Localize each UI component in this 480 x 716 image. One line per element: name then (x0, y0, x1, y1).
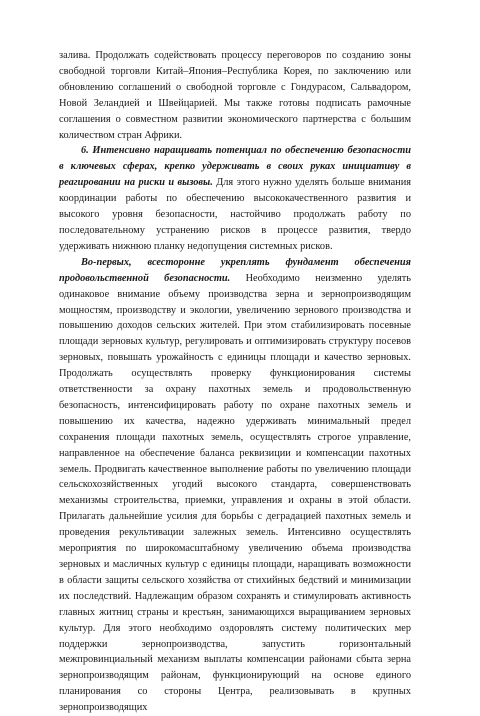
paragraph-heading: Во-первых, всесторонне укреплять фундамент обеспечения продовольственной безопасности. (59, 256, 411, 284)
paragraph-text: залива. Продолжать содействовать процессу переговоров по созданию зоны свободной торговли Китай–Япония–Республика Корея, по заключению или обновлению соглашений о свободной торговле с Гондурасом, Сальвадором, Новой Зеландией и Швейцарией. Мы также готовы подписать рамочные соглашения о совместном развитии экономического партнерства с большим количеством стран Африки. (59, 50, 411, 141)
paragraph-heading: 6. Интенсивно наращивать потенциал по обеспечению безопасности в ключевых сферах, крепко удерживать в своих руках инициативу в реагировании на риски и вызовы. (59, 145, 411, 189)
document-body (59, 48, 411, 716)
paragraph-text: Для этого нужно уделять больше внимания координации работы по обеспечению высококачественного развития и высокого уровня безопасности, настойчиво продолжать работу по последовательному устранению рисков в процессе развития, твердо удерживать нижнюю планку недопущения системных рисков. (59, 177, 411, 252)
paragraph-continuation (59, 48, 411, 143)
paragraph-text: Необходимо неизменно уделять одинаковое внимание объему производства зерна и зернопроизводящим мощностям, производству и экологии, увеличению зернового производства и повышению доходов сельских жителей. При этом стабилизировать посевные площади зерновых культур, регулировать и оптимизировать структуру посевов зерновых, повышать урожайность с единицы площади и качество зерновых. Продолжать осуществлять проверку функционирования системы ответственности за охрану пахотных земель и продовольственную безопасность, интенсифицировать работу по охране пахотных земель и повышению их качества, надежно удерживать минимальный предел сохранения площади пахотных земель, осуществлять строгое управление, направленное на обеспечение баланса реквизиции и компенсации пахотных земель. Продвигать качественное выполнение работы по увеличению площади сельскохозяйственных угодий высокого стандарта, совершенствовать механизмы строительства, приемки, управления и охраны в этой области. Прилагать дальнейшие усилия для борьбы с деградацией пахотных земель и проведения рекультивации залежных земель. Интенсивно осуществлять мероприятия по широкомасштабному увеличению объема производства зерновых и масличных культур с единицы площади, наращивать возможности в области защиты сельского хозяйства от стихийных бедствий и минимизации их последствий. Надлежащим образом сохранять и стимулировать активность главных житниц страны и крестьян, занимающихся выращиванием зерновых культур. Для этого необходимо оздоровлять систему политических мер поддержки зернопроизводства, запустить горизонтальный межпровинциальный механизм выплаты компенсации районами сбыта зерна зернопроизводящим районам, функционирующий на основе единого планирования со стороны Центра, реализовывать в крупных зернопроизводящих (59, 272, 411, 714)
paragraph-section-6 (59, 143, 411, 254)
paragraph-food-security (59, 255, 411, 716)
